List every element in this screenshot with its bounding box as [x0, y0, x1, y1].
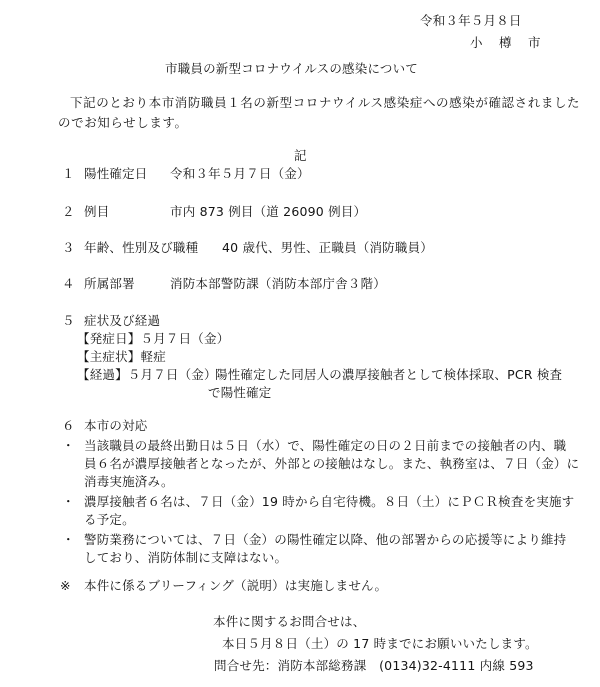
item-5-course-date: 【経過】５月７日（金）	[77, 367, 217, 382]
item-6-number: ６	[62, 418, 75, 433]
item-1-label: 陽性確定日	[84, 166, 148, 181]
contact-line-1: 本件に関するお問合せは、	[213, 614, 366, 629]
document-title: 市職員の新型コロナウイルスの感染について	[165, 61, 419, 76]
item-2-value: 市内 873 例目（道 26090 例目）	[170, 204, 367, 219]
bullet-1-mark: ・	[62, 438, 75, 453]
issuer-city: 小 樽 市	[470, 35, 543, 50]
item-5-course-detail: 陽性確定した同居人の濃厚接触者として検体採取、PCR 検査	[215, 367, 563, 382]
contact-line-3: 問合せ先：消防本部総務課 (0134)32-4111 内線 593	[214, 658, 534, 673]
item-5-course-result: で陽性確定	[208, 385, 272, 400]
item-2-label: 例目	[84, 204, 110, 219]
item-1-number: １	[62, 166, 75, 181]
item-5-symptom: 【主症状】軽症	[77, 349, 166, 364]
bullet-3-mark: ・	[62, 532, 75, 547]
item-4-number: ４	[62, 276, 75, 291]
item-3-label: 年齢、性別及び職種	[84, 240, 199, 255]
bullet-3-line-1: 警防業務については、７日（金）の陽性確定以降、他の部署からの応援等により維持	[84, 532, 567, 547]
item-2-number: ２	[62, 204, 75, 219]
bullet-1-line-1: 当該職員の最終出勤日は５日（水）で、陽性確定の日の２日前までの接触者の内、職	[84, 438, 567, 453]
note-text: 本件に係るブリーフィング（説明）は実施しません。	[84, 578, 388, 593]
item-4-label: 所属部署	[84, 276, 135, 291]
item-4-value: 消防本部警防課（消防本部庁舎３階）	[170, 276, 386, 291]
ki-heading: 記	[294, 148, 307, 163]
bullet-2-line-2: る予定。	[84, 512, 135, 527]
bullet-1-line-3: 消毒実施済み。	[84, 474, 174, 489]
item-6-label: 本市の対応	[84, 418, 148, 433]
bullet-2-line-1: 濃厚接触者６名は、７日（金）19 時から自宅待機。８日（土）にＰＣＲ検査を実施す	[84, 494, 575, 509]
bullet-3-line-2: しており、消防体制に支障はない。	[84, 550, 288, 565]
issue-date: 令和３年５月８日	[420, 13, 522, 28]
note-mark: ※	[60, 578, 71, 593]
item-3-value: 40 歳代、男性、正職員（消防職員）	[222, 240, 433, 255]
item-5-onset: 【発症日】５月７日（金）	[77, 331, 230, 346]
item-3-number: ３	[62, 240, 75, 255]
bullet-2-mark: ・	[62, 494, 75, 509]
intro-line-1: 下記のとおり本市消防職員１名の新型コロナウイルス感染症への感染が確認されました	[70, 95, 581, 110]
contact-line-2: 本日５月８日（土）の 17 時までにお願いいたします。	[222, 636, 538, 651]
item-5-number: ５	[62, 313, 75, 328]
intro-line-2: のでお知らせします。	[58, 115, 188, 130]
item-1-value: 令和３年５月７日（金）	[170, 166, 310, 181]
item-5-label: 症状及び経過	[84, 313, 161, 328]
bullet-1-line-2: 員６名が濃厚接触者となったが、外部との接触はなし。また、執務室は、７日（金）に	[84, 456, 580, 471]
